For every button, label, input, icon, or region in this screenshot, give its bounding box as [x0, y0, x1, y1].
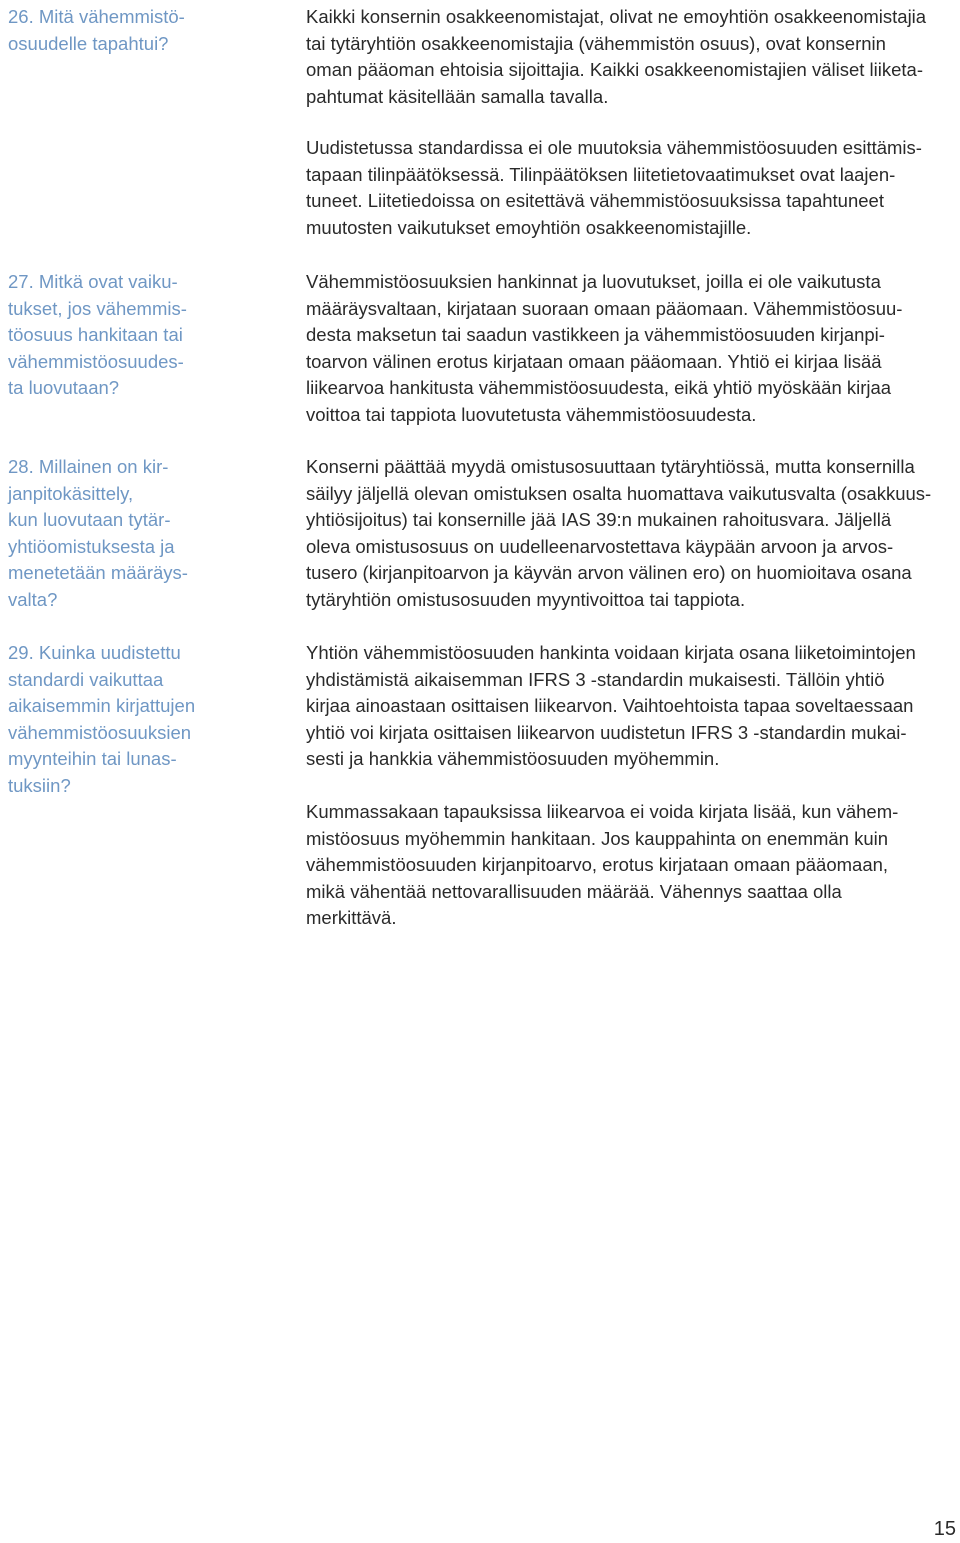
paragraph-line: määräysvaltaan, kirjataan suoraan omaan pääomaan. Vähemmistöosuu- [306, 297, 903, 319]
paragraph-line: oman pääoman ehtoisia sijoittajia. Kaikki osakkeenomistajien väliset liiketa- [306, 59, 923, 80]
question-line: tukset, jos vähemmis- [8, 297, 187, 319]
question-26 [8, 4, 223, 57]
question-line: yhtiöomistuksesta ja [8, 535, 175, 557]
paragraph-line: toarvon välinen erotus kirjataan omaan pääomaan. Yhtiö ei kirjaa lisää [306, 350, 882, 372]
question-line: osuudelle tapahtui? [8, 32, 169, 54]
question-line: vähemmistöosuudes- [8, 350, 184, 372]
question-line: menetetään määräys- [8, 562, 188, 583]
question-line: aikaisemmin kirjattujen [8, 695, 196, 716]
paragraph-line: pahtumat käsitellään samalla tavalla. [306, 85, 609, 107]
paragraph-line: Yhtiön vähemmistöosuuden hankinta voidaan kirjata osana liiketoimintojen [306, 642, 916, 663]
paragraph-line: vähemmistöosuuden kirjanpitoarvo, erotus kirjataan omaan pääomaan, [306, 854, 889, 875]
paragraph-line: desta maksetun tai saadun vastikkeen ja vähemmistöosuuden kirjanpi- [306, 324, 885, 345]
question-line: valta? [8, 588, 58, 610]
paragraph-line: tytäryhtiön omistusosuuden myyntivoittoa tai tappiota. [306, 588, 746, 610]
question-line: 28. Millainen on kir- [8, 456, 169, 477]
question-line: 26. Mitä vähemmistö- [8, 6, 185, 27]
paragraph-line: voittoa tai tappiota luovutetusta vähemmistöosuudesta. [306, 403, 757, 425]
paragraph-line: mikä vähentää nettovarallisuuden määrää. Vähennys saattaa olla [306, 880, 842, 902]
paragraph-line: liikearvoa hankitusta vähemmistöosuudesta, eikä yhtiö myöskään kirjaa [306, 377, 892, 398]
paragraph-line: Kummassakaan tapauksissa liikearvoa ei voida kirjata lisää, kun vähem- [306, 801, 899, 822]
question-line: 27. Mitkä ovat vaiku- [8, 271, 178, 292]
paragraph-presentation [306, 135, 958, 241]
paragraph-line: muutosten vaikutukset emoyhtiön osakkeenomistajille. [306, 216, 752, 238]
paragraph-loss-of-control [306, 454, 958, 613]
paragraph-line: yhtiösijoitus) tai konsernille jää IAS 39:n mukainen rahoitusvara. Jäljellä [306, 509, 892, 530]
paragraph-later-acquisition [306, 799, 958, 932]
paragraph-line: säilyy jäljellä olevan omistuksen osalta huomattava vaikutusvalta (osakkuus- [306, 482, 932, 504]
paragraph-line: Vähemmistöosuuksien hankinnat ja luovutukset, joilla ei ole vaikutusta [306, 271, 881, 292]
paragraph-line: merkittävä. [306, 907, 397, 928]
paragraph-line: Konserni päättää myydä omistusosuuttaan tytäryhtiössä, mutta konsernilla [306, 456, 915, 477]
question-line: ta luovutaan? [8, 377, 120, 398]
paragraph-line: Uudistetussa standardissa ei ole muutoksia vähemmistöosuuden esittämis- [306, 137, 922, 158]
question-27 [8, 269, 223, 402]
paragraph-line: tuneet. Liitetiedoissa on esitettävä vähemmistöosuuksissa tapahtuneet [306, 190, 884, 211]
question-line: vähemmistöosuuksien [8, 721, 192, 743]
paragraph-line: yhdistämistä aikaisemman IFRS 3 -standardin mukaisesti. Tällöin yhtiö [306, 668, 885, 690]
page-number: 15 [933, 1518, 956, 1540]
paragraph-shareholders [306, 4, 958, 110]
paragraph-goodwill-options [306, 640, 958, 773]
question-line: 29. Kuinka uudistettu [8, 642, 181, 663]
paragraph-line: yhtiö voi kirjata osittaisen liikearvon uudistetun IFRS 3 -standardin mukai- [306, 721, 907, 743]
question-29 [8, 640, 223, 799]
question-line: kun luovutaan tytär- [8, 509, 171, 530]
paragraph-line: kirjaa ainoastaan osittaisen liikearvon. Vaihtoehtoista tapaa soveltaessaan [306, 695, 914, 716]
paragraph-line: sesti ja hankkia vähemmistöosuuden myöhemmin. [306, 748, 720, 769]
paragraph-line: tapaan tilinpäätöksessä. Tilinpäätöksen liitetietovaatimukset ovat laajen- [306, 163, 896, 185]
question-line: tuksiin? [8, 774, 71, 796]
paragraph-line: Kaikki konsernin osakkeenomistajat, olivat ne emoyhtiön osakkeenomistajia [306, 6, 927, 27]
paragraph-acquisitions [306, 269, 958, 428]
paragraph-line: oleva omistusosuus on uudelleenarvostettava käypään arvoon ja arvos- [306, 535, 894, 557]
paragraph-line: tusero (kirjanpitoarvon ja käyvän arvon välinen ero) on huomioitava osana [306, 562, 912, 583]
question-line: myynteihin tai lunas- [8, 748, 177, 769]
question-line: standardi vaikuttaa [8, 668, 164, 690]
paragraph-line: tai tytäryhtiön osakkeenomistajia (vähemmistön osuus), ovat konsernin [306, 32, 886, 54]
paragraph-line: mistöosuus myöhemmin hankitaan. Jos kauppahinta on enemmän kuin [306, 827, 889, 849]
question-28 [8, 454, 223, 613]
question-line: töosuus hankitaan tai [8, 324, 183, 345]
question-line: janpitokäsittely, [8, 482, 134, 504]
